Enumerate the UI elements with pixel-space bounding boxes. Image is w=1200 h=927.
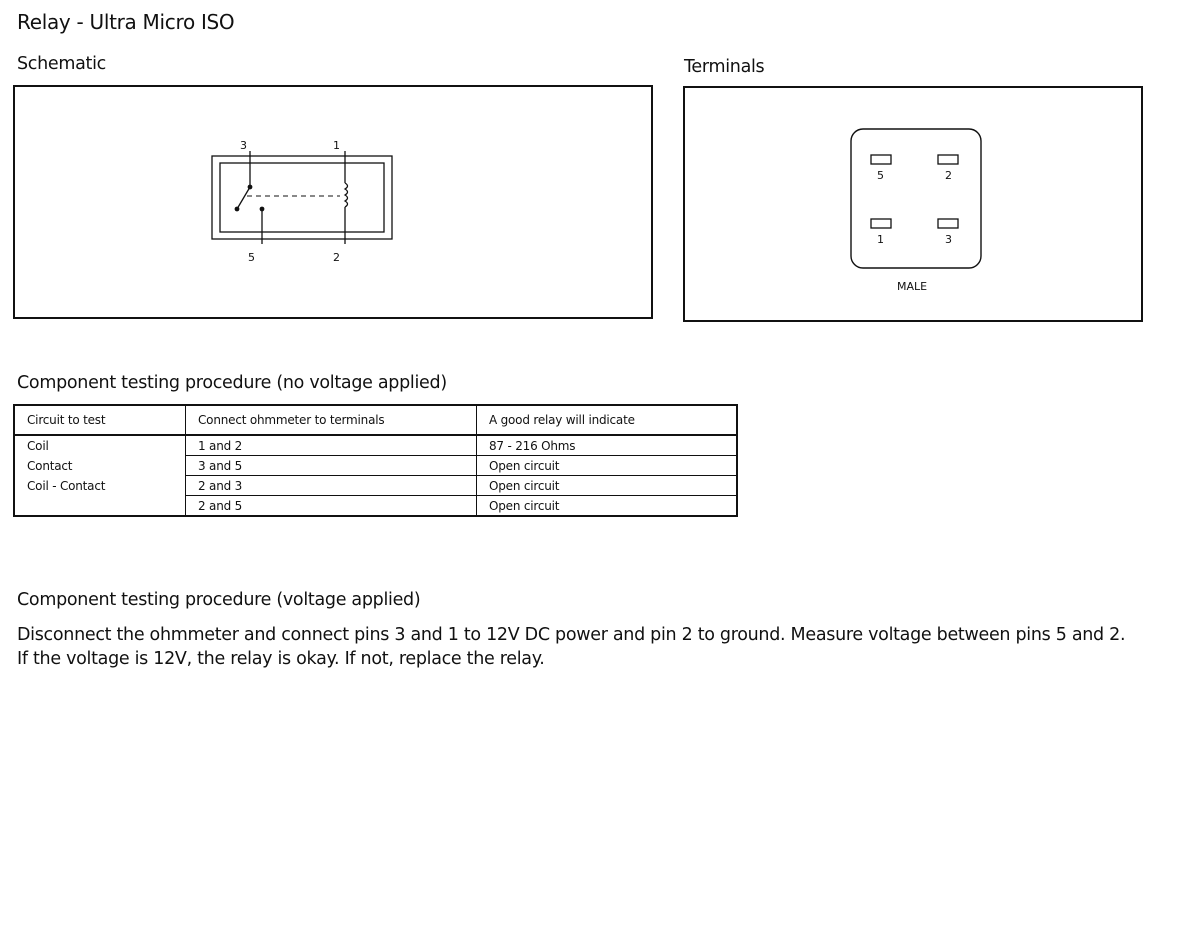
relay-schematic-diagram (15, 87, 651, 317)
pin2-label: 2 (333, 251, 340, 264)
table-row (14, 496, 737, 517)
page-title: Relay - Ultra Micro ISO (17, 10, 235, 34)
schematic-panel (13, 85, 653, 319)
terminal-5-label: 5 (877, 169, 884, 182)
relay-housing-outer (212, 156, 392, 239)
terminal-2-label: 2 (945, 169, 952, 182)
terminal-1-blade (871, 219, 891, 228)
relay-housing-inner (220, 163, 384, 232)
column-header: A good relay will indicate (477, 405, 738, 435)
no-voltage-heading: Component testing procedure (no voltage applied) (17, 373, 447, 393)
terminals-heading: Terminals (684, 57, 765, 77)
coil-symbol (345, 183, 348, 207)
table-cell: 2 and 5 (186, 496, 477, 517)
male-label: MALE (897, 280, 928, 293)
table-cell: Open circuit (477, 476, 738, 496)
table-row (14, 476, 737, 496)
terminal-1-label: 1 (877, 233, 884, 246)
table-cell: 2 and 3 (186, 476, 477, 496)
ohmmeter-test-table (13, 404, 738, 517)
table-cell: Contact (27, 458, 73, 473)
table-cell: Open circuit (477, 456, 738, 476)
column-header: Connect ohmmeter to terminals (186, 405, 477, 435)
pin3-label: 3 (240, 139, 247, 152)
table-cell: 3 and 5 (186, 456, 477, 476)
voltage-heading: Component testing procedure (voltage applied) (17, 590, 421, 610)
table-cell: Coil (27, 438, 49, 453)
schematic-heading: Schematic (17, 54, 107, 74)
terminal-2-blade (938, 155, 958, 164)
connector-outline (851, 129, 981, 268)
column-header: Circuit to test (14, 405, 186, 435)
pin5-contact-node (260, 207, 265, 212)
pin5-label: 5 (248, 251, 255, 264)
table-header-row (14, 405, 737, 435)
table-cell: 1 and 2 (186, 435, 477, 456)
switch-pivot (235, 207, 240, 212)
terminal-3-blade (938, 219, 958, 228)
terminal-layout-diagram (685, 88, 1141, 320)
terminal-5-blade (871, 155, 891, 164)
terminals-panel (683, 86, 1143, 322)
table-cell: Open circuit (477, 496, 738, 517)
table-cell: Coil - Contact (27, 478, 106, 493)
switch-arm (237, 187, 250, 209)
table-row (14, 456, 737, 476)
terminal-3-label: 3 (945, 233, 952, 246)
table-cell (14, 496, 186, 517)
voltage-procedure-text: Disconnect the ohmmeter and connect pins 3 and 1 to 12V DC power and pin 2 to ground. Measure voltage between pins 5 and 2. If the voltage is 12V, the relay is okay. If not, replace the relay. (17, 625, 1126, 669)
table-row (14, 435, 737, 456)
pin1-label: 1 (333, 139, 340, 152)
table-cell: 87 - 216 Ohms (477, 435, 738, 456)
